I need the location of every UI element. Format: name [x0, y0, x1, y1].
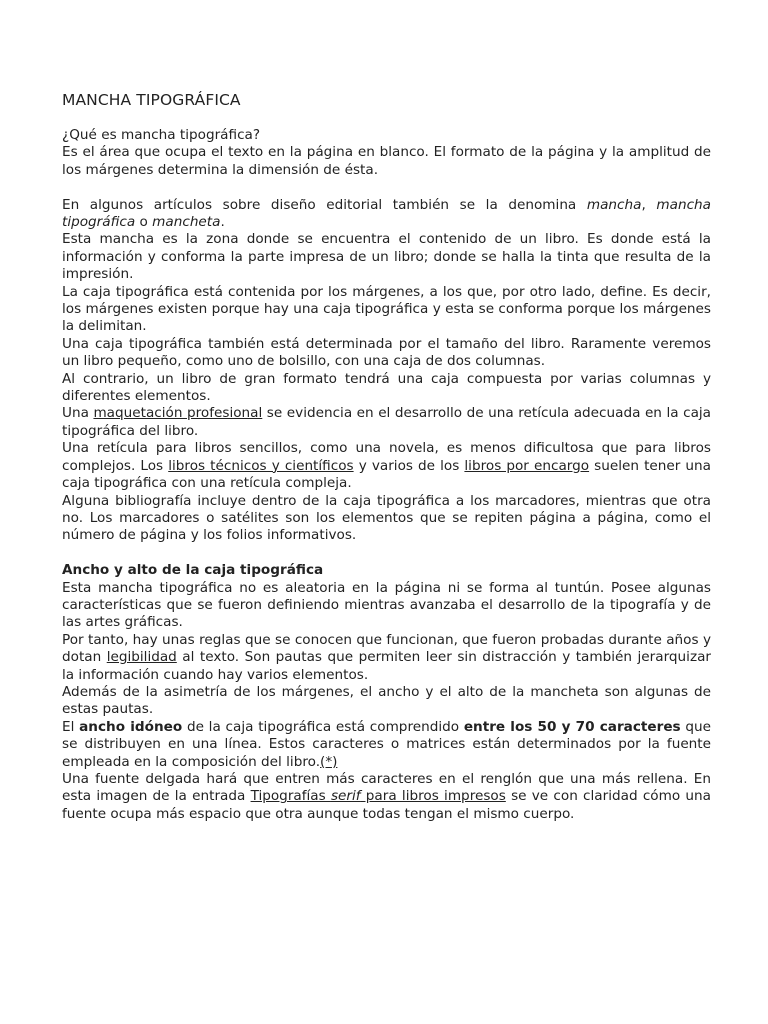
link-text: Tipografías [250, 788, 331, 805]
link-tipografias-serif[interactable] [251, 788, 506, 804]
paragraph-content-zone: Esta mancha es la zona donde se encuentra el contenido de un libro. Es donde está la información y conforma la parte impresa de un libro; donde se halla la tinta que resulta de la impresión. [62, 231, 711, 283]
paragraph-rules [62, 632, 711, 684]
italic-term-mancha: mancha [586, 196, 642, 213]
text-run: de la caja tipográfica está comprendido [182, 718, 464, 735]
document-page [62, 90, 711, 823]
text-run: y varios de los [353, 457, 465, 474]
blank-line [62, 545, 711, 562]
paragraph-definition: Es el área que ocupa el texto en la página en blanco. El formato de la página y la amplitud de los márgenes determina la dimensión de ésta. [62, 144, 711, 178]
text-run: al texto. Son pautas que permiten leer sin distracción y también jerarquizar la información cuando hay varios elementos. [62, 649, 711, 683]
link-libros-tecnicos[interactable]: libros técnicos y científicos [168, 457, 354, 474]
paragraph-margins: La caja tipográfica está contenida por los márgenes, a los que, por otro lado, define. Es decir, los márgenes existen porque hay una caja tipográfica y esta se conforma porque los márgenes la delimitan. [62, 283, 711, 335]
paragraph-asymmetry: Además de la asimetría de los márgenes, el ancho y el alto de la mancheta son algunas de estas pautas. [62, 683, 711, 718]
link-text: para libros impresos [360, 788, 506, 805]
italic-term-mancheta: mancheta [152, 214, 221, 231]
paragraph-not-random: Esta mancha tipográfica no es aleatoria en la página ni se forma al tuntún. Posee algunas características que se fueron definiendo mientras avanzaba el desarrollo de la tipografía y de las artes gráficas. [62, 579, 711, 631]
paragraph-markers: Alguna bibliografía incluye dentro de la caja tipográfica a los marcadores, mientras que otra no. Los marcadores o satélites son los elementos que se repiten página a página, como el número de página y los folios informativos. [62, 492, 711, 544]
text-run: Una retícula para libros sencillos, como una novela, es menos dificultosa que para libros complejos. Los [62, 440, 711, 474]
link-legibilidad[interactable]: legibilidad [106, 649, 177, 666]
link-libros-por-encargo[interactable]: libros por encargo [464, 457, 590, 474]
paragraph-large-format: Al contrario, un libro de gran formato tendrá una caja compuesta por varias columnas y diferentes elementos. [62, 370, 711, 405]
paragraph-grid [62, 440, 711, 492]
text-run: que se distribuyen en una línea. Estos caracteres o matrices están determinados por la fuente empleada en la composición del libro. [62, 718, 711, 770]
paragraph-professional-layout [62, 405, 711, 440]
text-run: suelen tener una caja tipográfica con una retícula compleja. [62, 457, 711, 492]
link-footnote[interactable]: (*) [320, 753, 338, 770]
text-run: En algunos artículos sobre diseño editorial también se la denomina [62, 196, 587, 213]
blank-line [62, 179, 711, 196]
text-run: se evidencia en el desarrollo de una retícula adecuada en la caja tipográfica del libro. [62, 405, 712, 439]
text-run: Una [62, 405, 94, 422]
italic-term-mancha-tipografica: mancha tipográfica [62, 196, 711, 231]
page-title: MANCHA TIPOGRÁFICA [62, 91, 241, 109]
section-heading: Ancho y alto de la caja tipográfica [62, 562, 324, 579]
paragraph-denomination [62, 197, 711, 232]
text-run: El [62, 718, 80, 735]
paragraph-ideal-width [62, 719, 711, 771]
text-run: o [135, 214, 153, 231]
text-run: Por tanto, hay unas reglas que se conocen que funcionan, que fueron probadas durante años y dotan [62, 631, 711, 666]
text-run: se ve con claridad cómo una fuente ocupa más espacio que otra aunque todas tengan el mismo cuerpo. [62, 788, 711, 822]
question-line: ¿Qué es mancha tipográfica? [62, 127, 261, 143]
text-run: . [220, 214, 225, 231]
bold-ancho-idoneo: ancho idóneo [79, 718, 183, 735]
link-text-italic: serif [330, 788, 361, 805]
link-maquetacion-profesional[interactable]: maquetación profesional [93, 405, 263, 422]
bold-50-70-caracteres: entre los 50 y 70 caracteres [463, 718, 681, 735]
text-run: , [641, 196, 657, 213]
paragraph-thin-font [62, 771, 711, 823]
text-run: Una fuente delgada hará que entren más caracteres en el renglón que una más rellena. En esta imagen de la entrada [62, 771, 711, 805]
paragraph-book-size: Una caja tipográfica también está determinada por el tamaño del libro. Raramente veremos un libro pequeño, como uno de bolsillo, con una caja de dos columnas. [62, 335, 711, 370]
